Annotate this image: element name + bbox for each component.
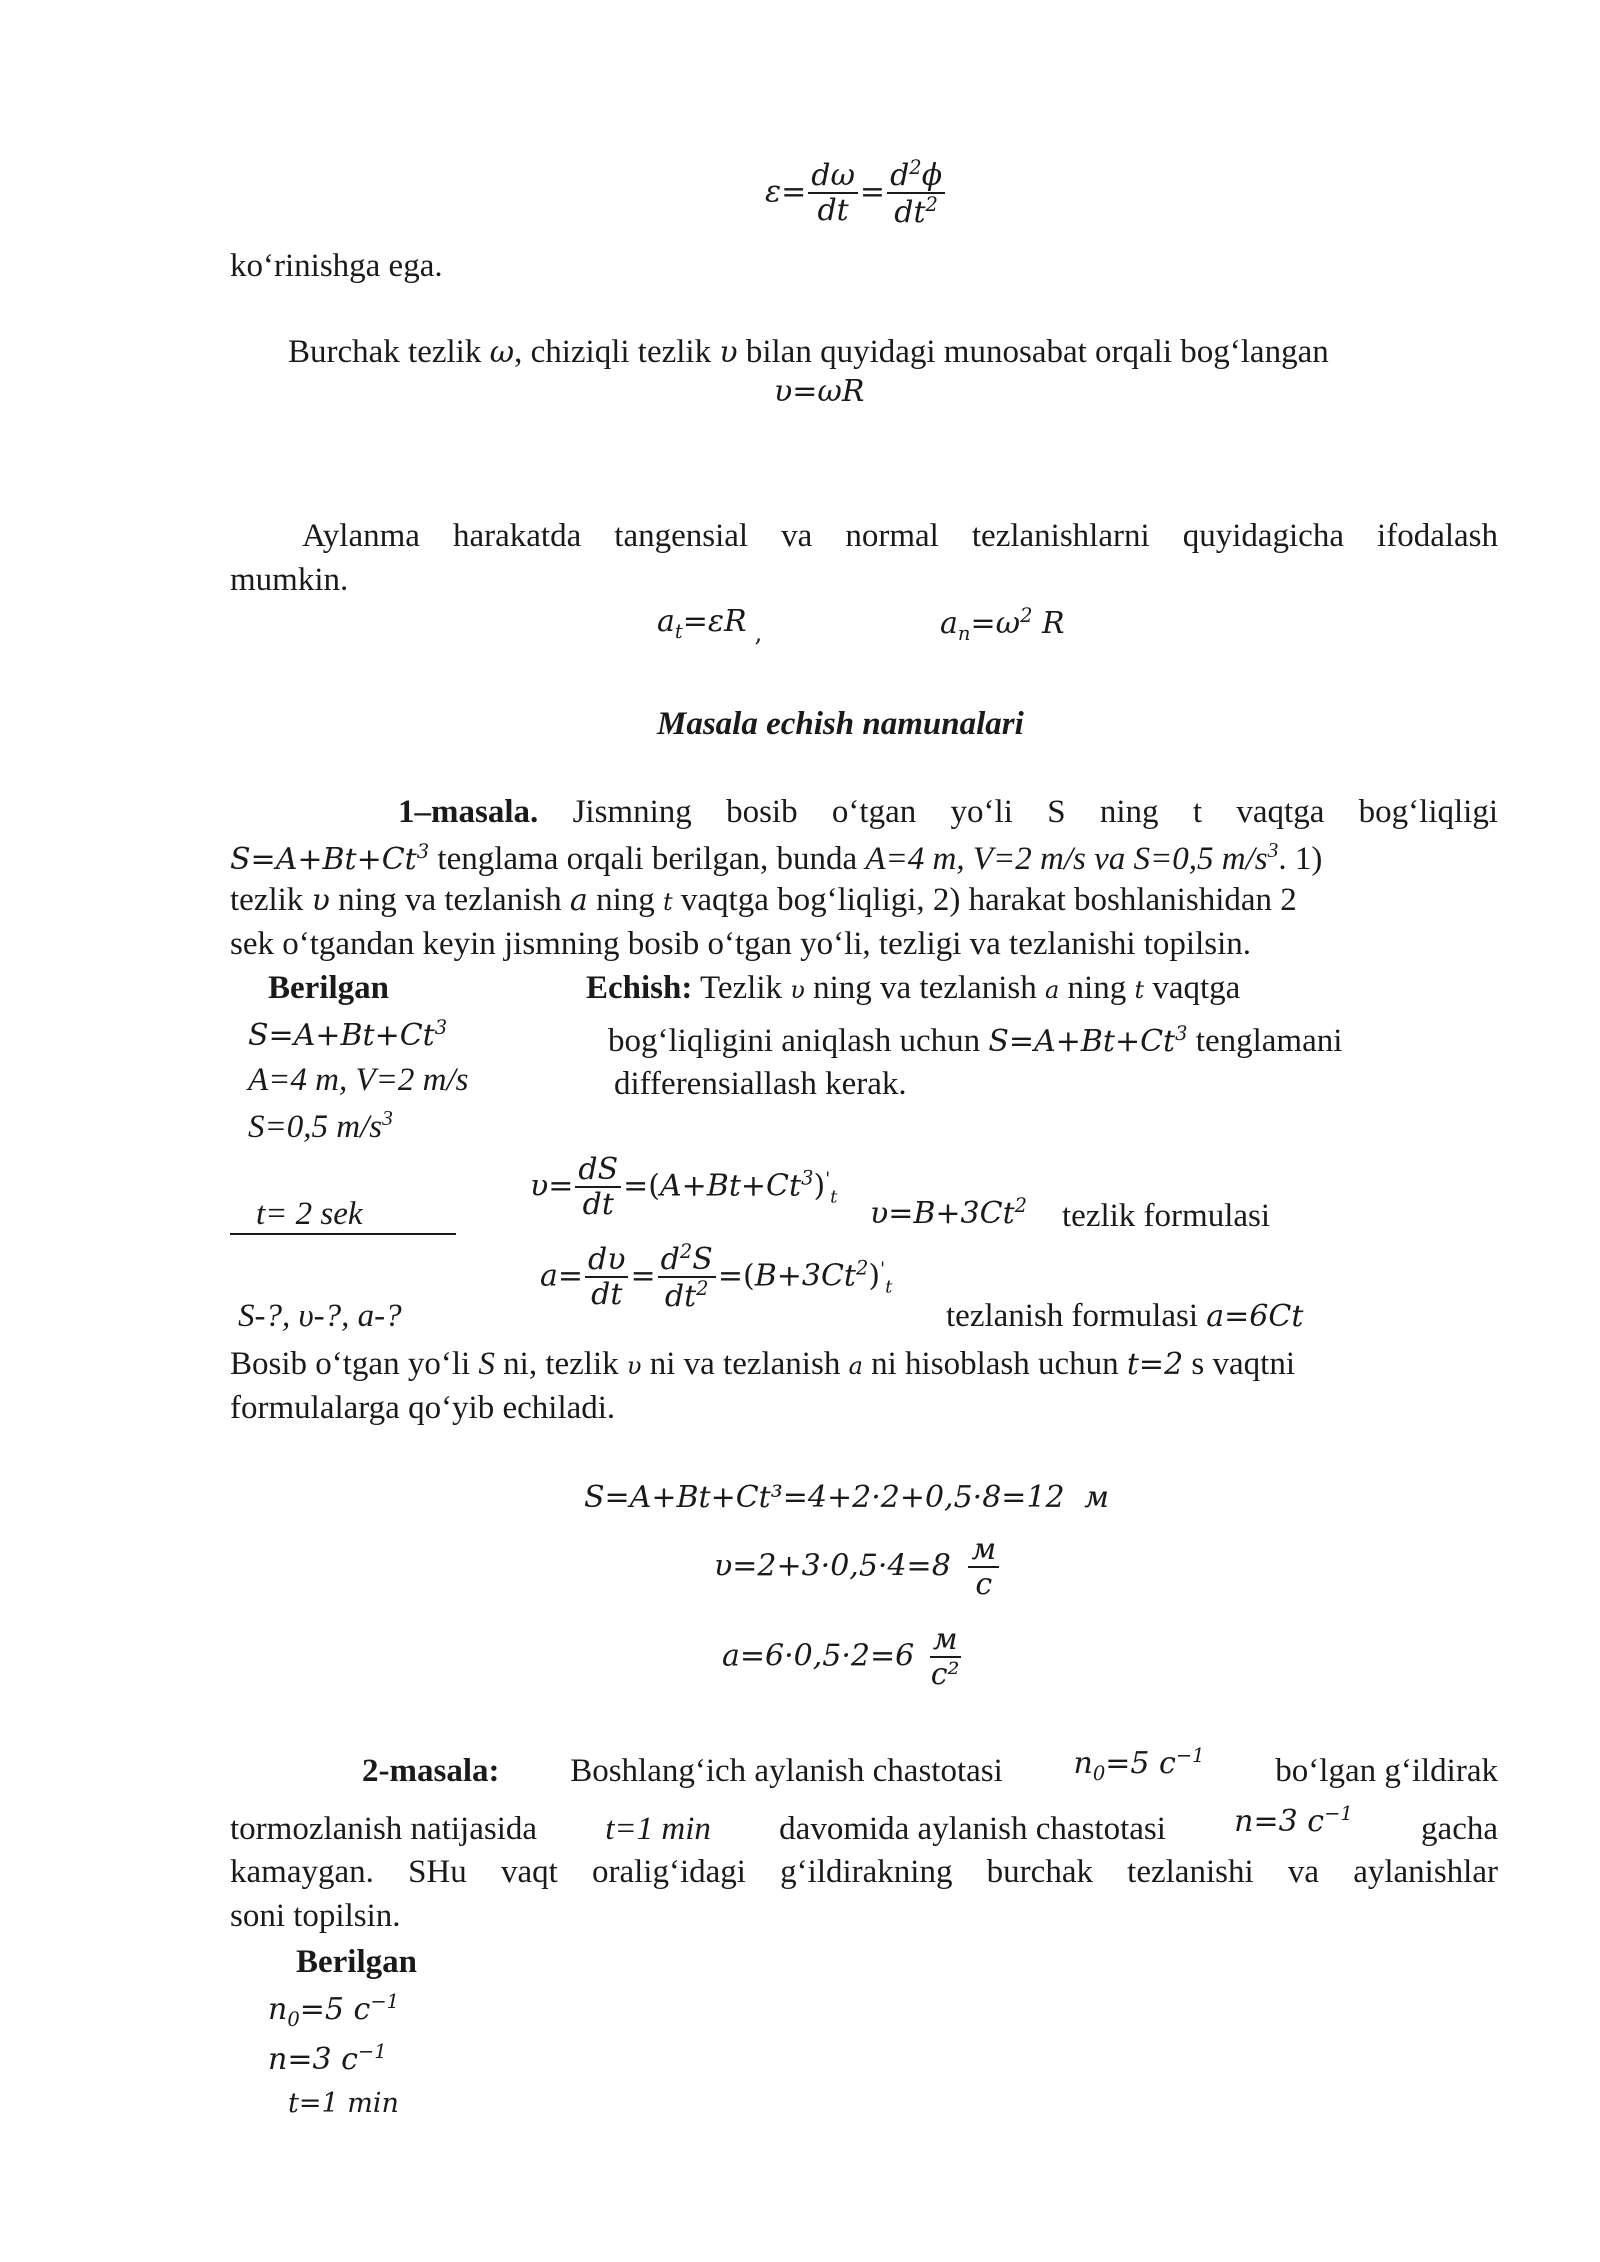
given-equation-1: $S=A+Bt+Ct^3$ (248, 1016, 448, 1053)
given-title-2: Berilgan (296, 1944, 417, 1980)
formula-accel: a=6Ct (1206, 1299, 1304, 1334)
accel-label (946, 1298, 1303, 1335)
problem2-line1 (362, 1744, 1498, 1793)
solution-line1-a: Tezlik (700, 970, 783, 1006)
relation-part2: , chiziqli tezlik (514, 334, 712, 370)
upsilon-symbol-4: υ (626, 1352, 642, 1380)
problem2-line1-a: Boshlang‘ich aylanish chastotasi (570, 1753, 1003, 1789)
problem1-line3 (230, 882, 1498, 919)
solution-line2-a: bog‘liqligini aniqlash uchun (608, 1023, 981, 1059)
omega-symbol: ω (489, 335, 515, 370)
t-symbol-2: t (1134, 976, 1145, 1004)
a-symbol-3: a (848, 1352, 863, 1380)
relation-part1: Burchak tezlik (288, 334, 482, 370)
upsilon-symbol-2: υ (311, 883, 330, 918)
solution-line1 (586, 970, 1240, 1007)
accel-label-text: tezlanish formulasi (946, 1298, 1199, 1334)
speed-label: tezlik formulasi (1062, 1198, 1271, 1234)
calc-line1-e: s vaqtni (1191, 1346, 1295, 1382)
problem1-equation: $S=A+Bt+Ct^3$ (230, 840, 430, 877)
problem2-n: n=3 $c^{-1}$ (1234, 1802, 1353, 1839)
problem2-line1-b: bo‘lgan g‘ildirak (1275, 1753, 1498, 1789)
problem1-line1-text: Jismning bosib o‘tgan yo‘li S ning t vaqtga bog‘liqligi (572, 794, 1498, 830)
formula-speed: $\upsilon=B+3Ct^2$ (870, 1194, 1028, 1231)
relation-line (288, 334, 1329, 371)
intro-text: ko‘rinishga ega. (230, 248, 443, 284)
calc-line1-a: Bosib o‘tgan yo‘li (230, 1346, 471, 1382)
solution-line2 (608, 1022, 1342, 1060)
formula-tangential: $a_t=\varepsilon R$ $_,$ (657, 604, 763, 647)
accel-paragraph-line2: mumkin. (230, 562, 349, 598)
solution-line3: differensiallash kerak. (614, 1066, 907, 1102)
section-title: Masala echish namunalari (657, 706, 1024, 742)
problem2-n0: $n_0=5$ $c^{-1}$ (1073, 1744, 1205, 1785)
calc-line2: formulalarga qo‘yib echiladi. (230, 1390, 616, 1426)
given-s-text: S=0,5 m/s (248, 1109, 383, 1145)
accel-unit-den: с² (930, 1656, 960, 1692)
t-symbol: t (662, 888, 673, 916)
given-title-1: Berilgan (268, 970, 389, 1006)
solution-equation: $S=A+Bt+Ct^3$ (988, 1022, 1188, 1059)
result-acceleration (722, 1624, 965, 1691)
solution-line1-b: ning va tezlanish (813, 970, 1037, 1006)
problem1-line3-a: tezlik (230, 882, 304, 918)
formula-linear-speed: υ=ωR (774, 374, 865, 409)
formula-normal: $a_n=\omega^2$ R (940, 604, 1065, 645)
problem2-line2-b: t=1 min (605, 1811, 711, 1847)
solution-line1-d: vaqtga (1152, 970, 1241, 1006)
result-distance-text: S=A+Bt+Ct³=4+2·2+0,5·8=12 (584, 1480, 1065, 1515)
given-t-2: t=1 min (288, 2088, 399, 2119)
calc-line1-d: ni hisoblash uchun (871, 1346, 1119, 1382)
relation-part3: bilan quyidagi munosabat orqali bog‘langan (745, 334, 1329, 370)
problem2-line2-a: tormozlanish natijasida (230, 1811, 538, 1847)
given-a-1: A=4 m, V=2 m/s (248, 1062, 469, 1098)
formula-accel-derivative: a= $\frac{d\upsilon}{dt}$ = $\frac{d^2S}{dt^2}$ $=(B+3Ct^2)'_t$ (540, 1240, 893, 1314)
solution-line1-c: ning (1067, 970, 1127, 1006)
problem2-line3: kamaygan. SHu vaqt oralig‘idagi g‘ildirakning burchak tezlanishi va aylanishlar (230, 1854, 1498, 1890)
given-n0-2: $n_0=5$ $c^{-1}$ (268, 1990, 400, 2031)
solution-line2-b: tenglamani (1195, 1023, 1343, 1059)
problem2-label: 2-masala: (362, 1753, 500, 1789)
given-n-2: n=3 $c^{-1}$ (268, 2040, 387, 2077)
problem2-line4: soni topilsin. (230, 1898, 401, 1934)
given-s-1: S=0,5 $m/s^3$ (248, 1106, 393, 1145)
formula-angular-acceleration: ε= $\frac{d\omega}{dt}$ = $\frac{d^2\phi}{dt^2}$ (765, 158, 947, 229)
solution-label: Echish: (586, 970, 693, 1006)
result-accel-text: a=6·0,5·2=6 (722, 1638, 915, 1674)
a-symbol: a (569, 883, 588, 918)
calc-line1: Bosib o‘tgan yo‘li S ni, tezlik υ ni va tezlanish a ni hisoblash uchun t=2 s vaqtni (230, 1346, 1295, 1382)
speed-unit-num: м (968, 1534, 999, 1568)
problem2-line2-c: davomida aylanish chastotasi (779, 1811, 1166, 1847)
formula-speed-derivative: υ= $\frac{dS}{dt}$ $=(A+Bt+Ct^3)'_t$ (530, 1152, 838, 1222)
given-t-1 (230, 1196, 456, 1235)
upsilon-symbol: υ (719, 335, 738, 370)
accel-unit-num: м (930, 1624, 961, 1658)
speed-unit-den: с (975, 1566, 993, 1602)
problem1-line4: sek o‘tgandan keyin jismning bosib o‘tgan yo‘li, tezligi va tezlanishi topilsin. (230, 926, 1252, 962)
problem2-line2 (230, 1802, 1498, 1848)
problem1-line2-b: A=4 m, V=2 m/s va S=0,5 m/s (865, 841, 1268, 877)
problem1-line2-c: . 1) (1278, 841, 1323, 877)
result-distance (584, 1480, 1109, 1515)
problem1-line2: $S=A+Bt+Ct^3$ tenglama orqali berilgan, bunda A=4 m, V=2 m/s va S=0,5 $m/s^3$. 1) (230, 838, 1323, 877)
problem1-line3-d: vaqtga bog‘liqligi, 2) harakat boshlanishidan 2 (680, 882, 1297, 918)
problem2-line2-d: gacha (1421, 1811, 1498, 1847)
problem1-line1 (398, 794, 1498, 831)
problem1-line3-b: ning va tezlanish (338, 882, 562, 918)
problem1-label: 1–masala. (398, 794, 539, 830)
problem1-line3-c: ning (596, 882, 655, 918)
t-equals-2: t=2 (1126, 1347, 1184, 1382)
a-symbol-2: a (1044, 976, 1060, 1004)
result-distance-unit: м (1084, 1480, 1110, 1515)
calc-line1-c: ni va tezlanish (649, 1346, 841, 1382)
upsilon-symbol-3: υ (790, 976, 805, 1004)
accel-paragraph-line1: Aylanma harakatda tangensial va normal tezlanishlarni quyidagicha ifodalash (302, 518, 1498, 554)
problem1-line2-a: tenglama orqali berilgan, bunda (437, 841, 858, 877)
result-speed-text: υ=2+3·0,5·4=8 (714, 1548, 951, 1584)
result-speed (714, 1534, 1001, 1601)
calc-line1-b: ni, tezlik (503, 1346, 619, 1382)
unknowns-1: S-?, υ-?, a-? (238, 1298, 402, 1334)
given-t-text: t= 2 sek (256, 1196, 363, 1232)
